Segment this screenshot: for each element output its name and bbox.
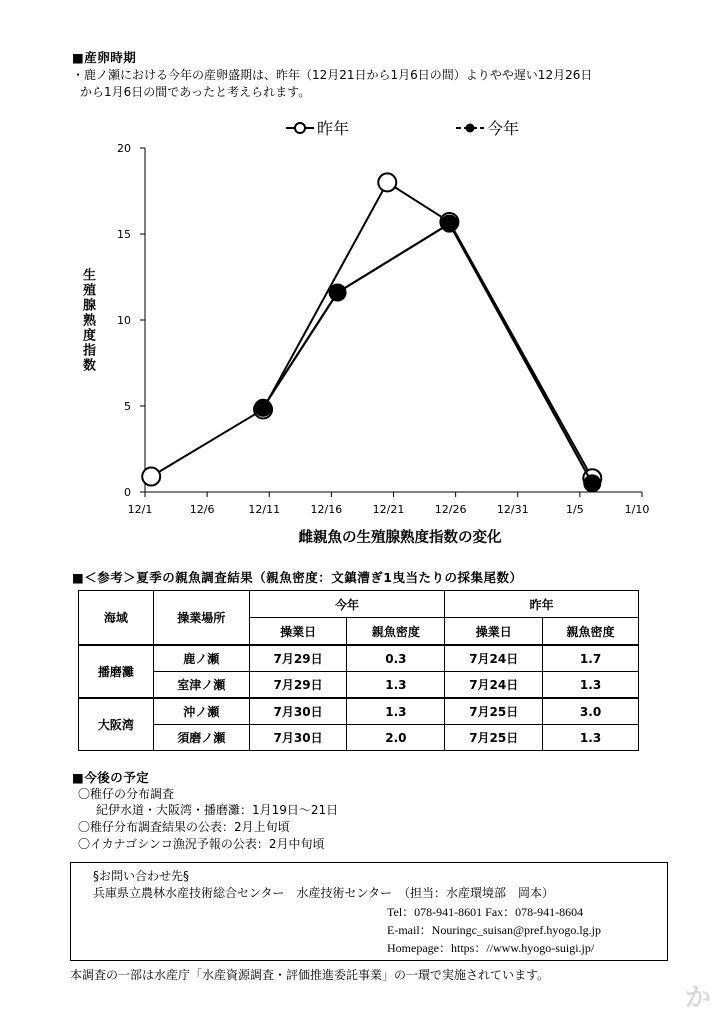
data-point (142, 468, 160, 486)
contact-title: §お問い合わせ先§ (93, 869, 190, 883)
x-tick-label: 1/5 (566, 503, 584, 516)
contact-homepage[interactable]: Homepage：https：//www.hyogo-suigi.jp/ (387, 941, 595, 955)
cell-density-last: 1.3 (543, 725, 639, 751)
data-point (584, 475, 600, 491)
series-line-今年 (263, 224, 592, 484)
header-this-year: 今年 (249, 591, 445, 618)
chart-legend (286, 119, 519, 138)
table-row (79, 725, 639, 751)
header-date-last: 操業日 (445, 618, 543, 646)
data-point (330, 284, 346, 300)
cell-density-last: 3.0 (543, 698, 639, 725)
cell-place: 室津ノ瀬 (153, 672, 249, 699)
cell-date-last: 7月24日 (445, 672, 543, 699)
y-tick-label: 10 (117, 314, 131, 327)
survey-table (78, 590, 639, 751)
x-tick-label: 12/26 (434, 503, 467, 516)
x-tick-label: 12/16 (310, 503, 343, 516)
schedule-heading: ■今後の予定 (72, 770, 150, 785)
cell-area: 播磨灘 (79, 645, 154, 698)
y-tick-label: 15 (117, 228, 131, 241)
cell-place: 沖ノ瀬 (153, 698, 249, 725)
x-tick-label: 12/11 (248, 503, 281, 516)
data-point (255, 400, 271, 416)
data-point (378, 173, 396, 191)
cell-density-last: 1.7 (543, 645, 639, 672)
contact-tel: Tel：078-941-8601 Fax：078-941-8604 (387, 905, 584, 919)
x-tick-label: 12/21 (372, 503, 405, 516)
x-tick-label: 12/6 (189, 503, 215, 516)
data-point (441, 216, 457, 232)
cell-date-last: 7月25日 (445, 725, 543, 751)
x-tick-label: 1/10 (624, 503, 650, 516)
table-row (79, 698, 639, 725)
header-date-this: 操業日 (249, 618, 347, 646)
series-line-昨年 (151, 182, 592, 478)
cell-date-last: 7月25日 (445, 698, 543, 725)
schedule-item: 紀伊水道・大阪湾・播磨灘：1月19日～21日 (96, 803, 339, 817)
cell-density-this: 2.0 (347, 725, 445, 751)
x-tick-label: 12/31 (496, 503, 529, 516)
cell-date-this: 7月30日 (249, 698, 347, 725)
cell-place: 須磨ノ瀬 (153, 725, 249, 751)
chart-y-axis-label: 生殖腺熟度指数 (80, 268, 95, 373)
footnote: 本調査の一部は水産庁「水産資源調査・評価推進委託事業」の一環で実施されています。 (70, 968, 550, 982)
header-area: 海域 (79, 591, 154, 646)
x-tick-label: 12/1 (127, 503, 153, 516)
cell-date-this: 7月29日 (249, 645, 347, 672)
contact-box (70, 862, 668, 961)
legend-marker (467, 125, 474, 132)
spawning-text-line2: から1月6日の間であったと考えられます。 (80, 85, 311, 99)
cell-density-this: 1.3 (347, 698, 445, 725)
cell-date-last: 7月24日 (445, 645, 543, 672)
contact-org: 兵庫県立農林水産技術総合センター 水産技術センター （担当：水産環境部 岡本） (93, 886, 555, 900)
y-tick-label: 0 (124, 486, 131, 499)
y-tick-label: 20 (117, 142, 131, 155)
cell-date-this: 7月30日 (249, 725, 347, 751)
y-tick-label: 5 (124, 400, 131, 413)
spawning-text-line1: ・鹿ノ瀬における今年の産卵盛期は、昨年（12月21日から1月6日の間）よりやや遅い12月26日 (72, 68, 593, 82)
cell-density-this: 0.3 (347, 645, 445, 672)
cell-date-this: 7月29日 (249, 672, 347, 699)
chart-series (142, 173, 601, 491)
header-place: 操業場所 (153, 591, 249, 646)
table-row (79, 672, 639, 699)
spawning-heading: ■産卵時期 (72, 50, 137, 65)
header-density-this: 親魚密度 (347, 618, 445, 646)
schedule-item: 〇稚仔の分布調査 (78, 787, 175, 801)
gonad-index-chart (0, 110, 727, 560)
chart-title: 雌親魚の生殖腺熟度指数の変化 (298, 530, 502, 546)
corner-mark: か (684, 983, 711, 1013)
schedule-item: 〇稚仔分布調査結果の公表：2月上旬頃 (78, 820, 290, 834)
cell-density-last: 1.3 (543, 672, 639, 699)
legend-label: 今年 (487, 119, 520, 138)
header-last-year: 昨年 (445, 591, 639, 618)
cell-place: 鹿ノ瀬 (153, 645, 249, 672)
table-row (79, 645, 639, 672)
header-density-last: 親魚密度 (543, 618, 639, 646)
legend-label: 昨年 (317, 119, 350, 138)
cell-area: 大阪湾 (79, 698, 154, 751)
survey-heading: ■＜参考＞夏季の親魚調査結果（親魚密度：文鎮漕ぎ1曳当たりの採集尾数） (72, 570, 523, 585)
cell-density-this: 1.3 (347, 672, 445, 699)
contact-email[interactable]: E-mail：Nouringc_suisan@pref.hyogo.lg.jp (387, 923, 602, 937)
legend-marker (295, 123, 305, 133)
schedule-item: 〇イカナゴシンコ漁況予報の公表：2月中旬頃 (78, 837, 325, 851)
chart-ticks (117, 142, 649, 516)
